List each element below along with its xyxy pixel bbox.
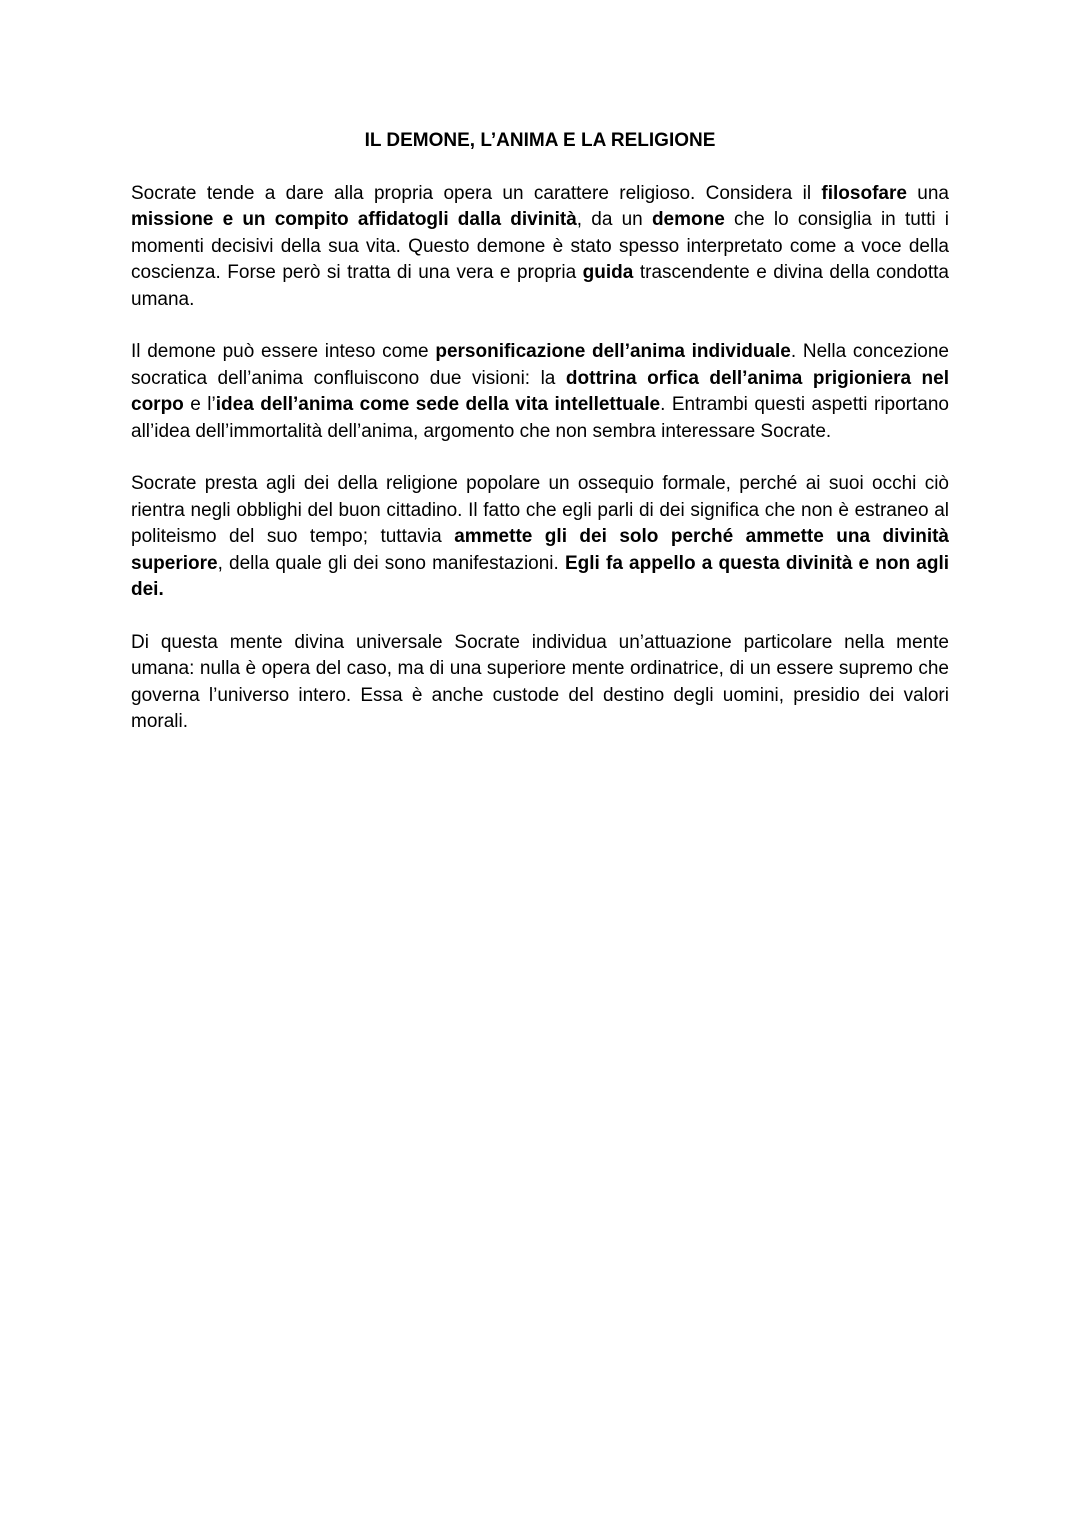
document-title: IL DEMONE, L’ANIMA E LA RELIGIONE — [364, 130, 716, 151]
text-run: , da un — [576, 209, 652, 231]
text-run: e l’ — [183, 394, 216, 416]
text-run: . Nella concezione socratica dell’anima confluiscono due visioni: la — [131, 341, 949, 389]
text-run: Socrate tende a dare alla propria opera un carattere religioso. Considera il — [131, 183, 822, 204]
bold-text-run: ammette gli dei solo perché ammette una divinità superiore — [131, 526, 950, 574]
text-run: . Entrambi questi aspetti riportano all’idea dell’immortalità dell’anima, argomento che non sembra interessare Socrate. — [131, 394, 949, 442]
text-run: , della quale gli dei sono manifestazioni. — [217, 552, 565, 574]
paragraph-2 — [131, 339, 949, 445]
text-run: trascendente e divina della condotta umana. — [131, 262, 949, 310]
document-body — [131, 128, 949, 762]
text-run: che lo consiglia in tutti i momenti decisivi della sua vita. Questo demone è stato spesso interpretato come a voce della coscienza. Forse però si tratta di una vera e propria — [131, 209, 949, 284]
bold-text-run: personificazione dell’anima individuale — [435, 341, 791, 363]
bold-text-run: idea dell’anima come sede della vita intellettuale — [215, 394, 661, 416]
bold-text-run: demone — [651, 209, 725, 231]
bold-text-run: guida — [582, 262, 634, 284]
bold-text-run: dottrina orfica dell’anima prigioniera nel corpo — [131, 367, 950, 416]
text-run: Socrate presta agli dei della religione popolare un ossequio formale, perché ai suoi occhi ciò rientra negli obblighi del buon cittadino. Il fatto che egli parli di dei significa che non è estraneo al politeismo del suo tempo; tuttavia — [131, 473, 949, 548]
bold-text-run: missione e un compito affidatogli dalla divinità — [131, 209, 577, 231]
text-run: Il demone può essere inteso come — [131, 341, 436, 363]
text-run: Di questa mente divina universale Socrate individua un’attuazione particolare nella mente umana: nulla è opera del caso, ma di una superiore mente ordinatrice, di un essere supremo che governa l’universo intero. Essa è anche custode del destino degli uomini, presidio dei valori morali. — [131, 631, 949, 733]
bold-text-run: Egli fa appello a questa divinità e non agli dei. — [131, 552, 950, 601]
paragraph-4 — [131, 630, 949, 736]
paragraph-1 — [131, 181, 949, 313]
paragraph-3 — [131, 471, 949, 603]
text-run: una — [906, 183, 949, 204]
bold-text-run: filosofare — [821, 183, 907, 204]
